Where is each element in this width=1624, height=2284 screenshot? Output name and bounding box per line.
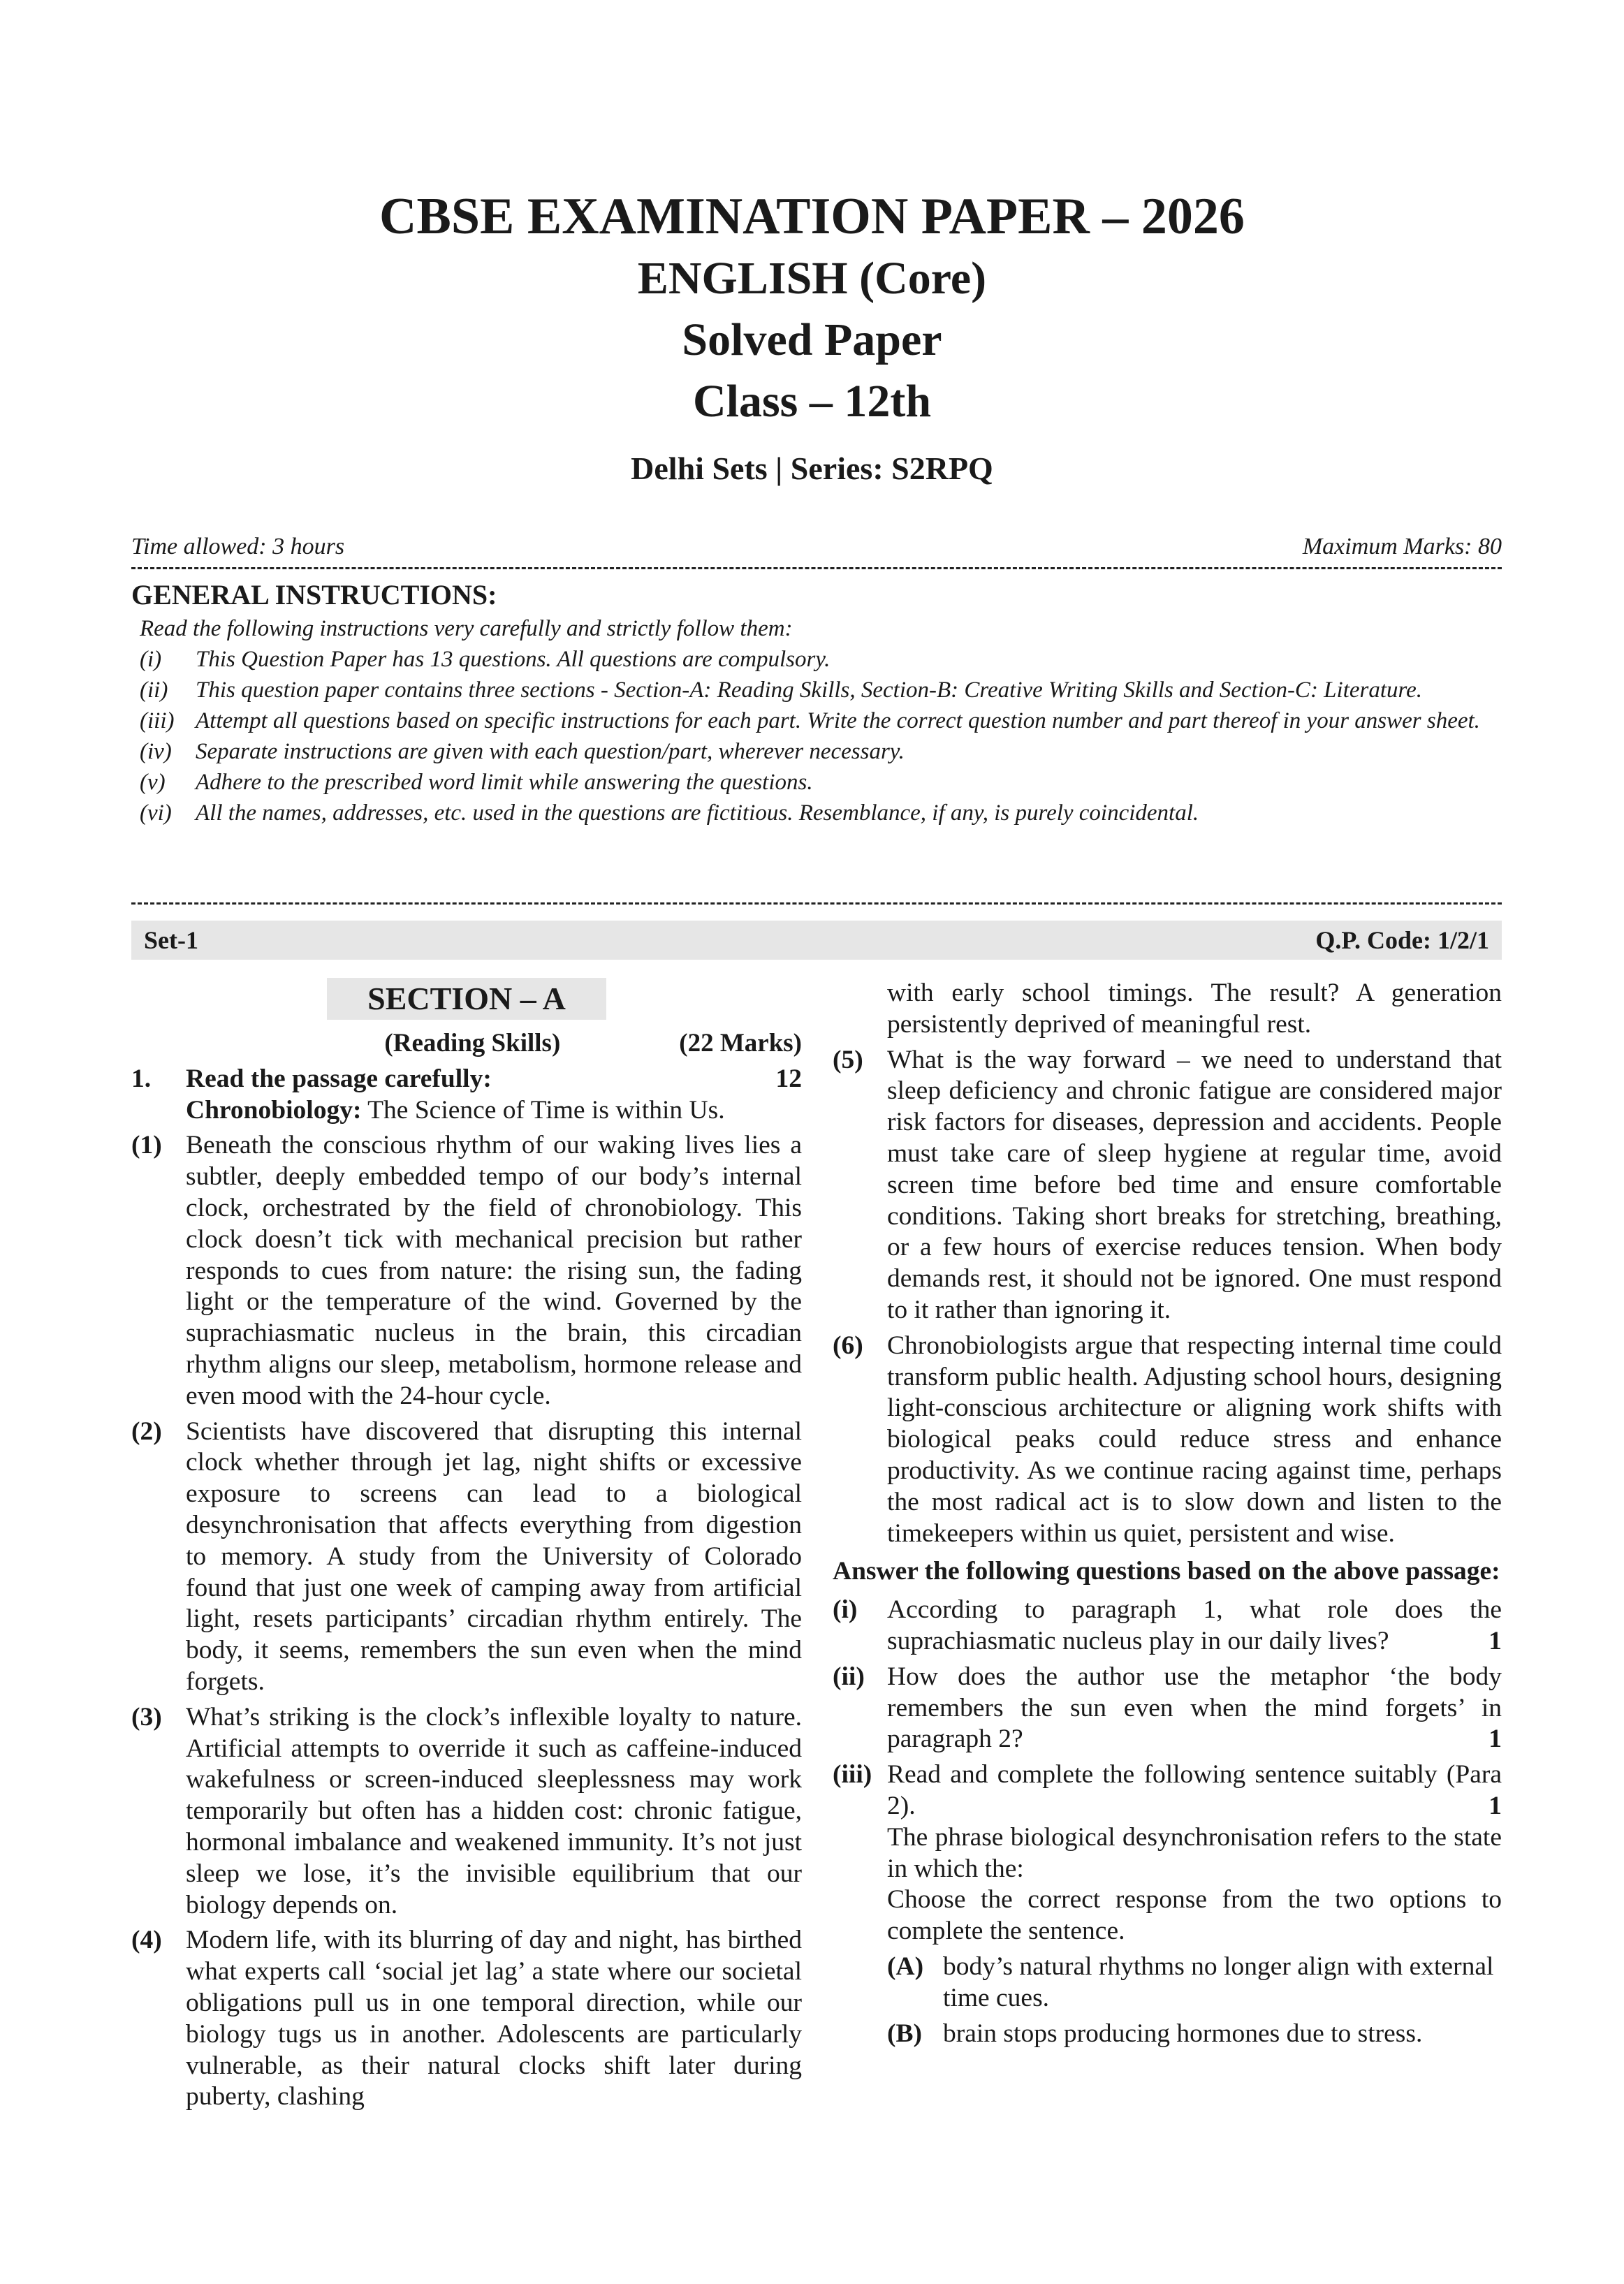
paper-sets: Delhi Sets | Series: S2RPQ [631, 451, 993, 486]
passage-paragraph: (3) What’s striking is the clock’s inflexible loyalty to nature. Artificial attempts to override it such as caffeine-induced wakefulness or screen-induced sleeplessness may work temporarily but often has a hidden cost: chronic fatigue, hormonal imbalance and weakened immunity. It’s not just sleep we lose, it’s the invisible equilibrium that our biology depends on. [131, 1702, 802, 1919]
sub-question: (ii) How does the author use the metaphor ‘the body remembers the sun even when the mind forgets’ in paragraph 2? 1 [833, 1662, 1502, 1755]
right-column [833, 978, 1502, 2049]
question-marks: 1 [1488, 1725, 1502, 1754]
instructions-list [140, 613, 1502, 828]
instruction-item: (iv) Separate instructions are given with each question/part, wherever necessary. [140, 739, 905, 764]
passage-paragraph: (5) What is the way forward – we need to understand that sleep deficiency and chronic fatigue are considered major risk factors for diseases, depression and accidents. People must take care of sleep hygiene at regular time, avoid screen time before bed time and ensure comfortable conditions. Taking short breaks for stretching, breathing, or a few hours of exercise reduces tension. When body demands rest, it should not be ignored. One must respond to it rather than ignoring it. [833, 1045, 1502, 1324]
qp-code: Q.P. Code: 1/2/1 [1315, 926, 1489, 954]
time-allowed: Time allowed: 3 hours [131, 534, 345, 559]
instruction-item: (ii) This question paper contains three sections - Section-A: Reading Skills, Section-B: Creative Writing Skills and Section-C: Literature. [140, 678, 1423, 703]
passage-title: Chronobiology: The Science of Time is within Us. [186, 1095, 725, 1125]
dashed-divider [131, 567, 1502, 569]
option-a: (A) body’s natural rhythms no longer align with external time cues. [887, 1952, 1494, 2012]
paper-header [0, 185, 1624, 490]
sub-question-detail: The phrase biological desynchronisation refers to the state in which the: [887, 1822, 1502, 1883]
passage-paragraph: (2) Scientists have discovered that disrupting this internal clock whether through jet lag, night shifts or excessive exposure to screens can lead to a biological desynchronisation that affects everything from digestion to memory. A study from the University of Colorado found that just one week of camping away from artificial light, resets participants’ circadian rhythm entirely. The body, it seems, remembers the sun even when the mind forgets. [131, 1416, 802, 1696]
paper-class: Class – 12th [692, 376, 932, 427]
section-marks: (22 Marks) [679, 1029, 802, 1057]
passage-paragraph-continued: with early school timings. The result? A generation persistently deprived of meaningful rest. [887, 979, 1502, 1039]
paper-type: Solved Paper [682, 314, 942, 365]
paper-subject: ENGLISH (Core) [637, 253, 987, 304]
instructions-title: GENERAL INSTRUCTIONS: [131, 579, 497, 610]
set-bar [131, 921, 1502, 960]
instruction-item: (v) Adhere to the prescribed word limit while answering the questions. [140, 770, 813, 795]
question-marks: 1 [1488, 1791, 1502, 1820]
instruction-item: (iii) Attempt all questions based on specific instructions for each part. Write the correct question number and part thereof in your answer sheet. [140, 708, 1480, 733]
answer-heading: Answer the following questions based on the above passage: [833, 1557, 1500, 1586]
question-instruction: Read the passage carefully: [186, 1064, 492, 1093]
passage-paragraph: (4) Modern life, with its blurring of day and night, has birthed what experts call ‘social jet lag’ a state where our societal obligations pull us in one temporal direction, while our biology tugs us in another. Adolescents are particularly vulnerable, as their natural clocks shift later during puberty, clashing [131, 1926, 802, 2111]
instruction-item: (i) This Question Paper has 13 questions. All questions are compulsory. [140, 647, 831, 672]
question-number: 1. [131, 1064, 152, 1093]
sub-question-detail: Choose the correct response from the two options to complete the sentence. [887, 1885, 1502, 1946]
maximum-marks: Maximum Marks: 80 [1302, 534, 1502, 559]
passage-paragraph: (1) Beneath the conscious rhythm of our waking lives lies a subtler, deeply embedded tempo of our body’s internal clock, orchestrated by the field of chronobiology. This clock doesn’t tick with mechanical precision but rather responds to cues from nature: the rising sun, the fading light or the temperature of the wind. Governed by the suprachiasmatic nucleus in the brain, this circadian rhythm aligns our sleep, metabolism, hormone release and even mood with the 24-hour cycle. [131, 1131, 802, 1410]
question-marks: 1 [1488, 1626, 1502, 1655]
instruction-item: (vi) All the names, addresses, etc. used in the questions are fictitious. Resemblance, if any, is purely coincidental. [140, 800, 1199, 826]
left-column [131, 978, 802, 2113]
section-marks-line [131, 1028, 802, 1060]
dashed-divider [131, 902, 1502, 905]
question-marks: 12 [775, 1064, 802, 1093]
paper-title: CBSE EXAMINATION PAPER – 2026 [379, 188, 1245, 245]
option-b: (B) brain stops producing hormones due to stress. [887, 2019, 1423, 2048]
meta-row [131, 534, 1502, 560]
passage-paragraph: (6) Chronobiologists argue that respecting internal time could transform public health. Adjusting school hours, designing light-conscious architecture or aligning work shifts with biological peaks could reduce stress and enhance productivity. As we continue racing against time, perhaps the most radical act is to slow down and listen to the timekeepers within us quiet, persistent and wise. [833, 1331, 1502, 1548]
section-title: SECTION – A [327, 978, 606, 1020]
question-1 [131, 1064, 802, 1095]
section-subtitle: (Reading Skills) [384, 1029, 561, 1057]
sub-question: (iii) Read and complete the following sentence suitably (Para 2). 1 [833, 1759, 1502, 1822]
set-label: Set-1 [144, 926, 198, 954]
sub-question: (i) According to paragraph 1, what role does the suprachiasmatic nucleus play in our daily lives? 1 [833, 1595, 1502, 1657]
instructions-intro: Read the following instructions very carefully and strictly follow them: [140, 616, 793, 641]
